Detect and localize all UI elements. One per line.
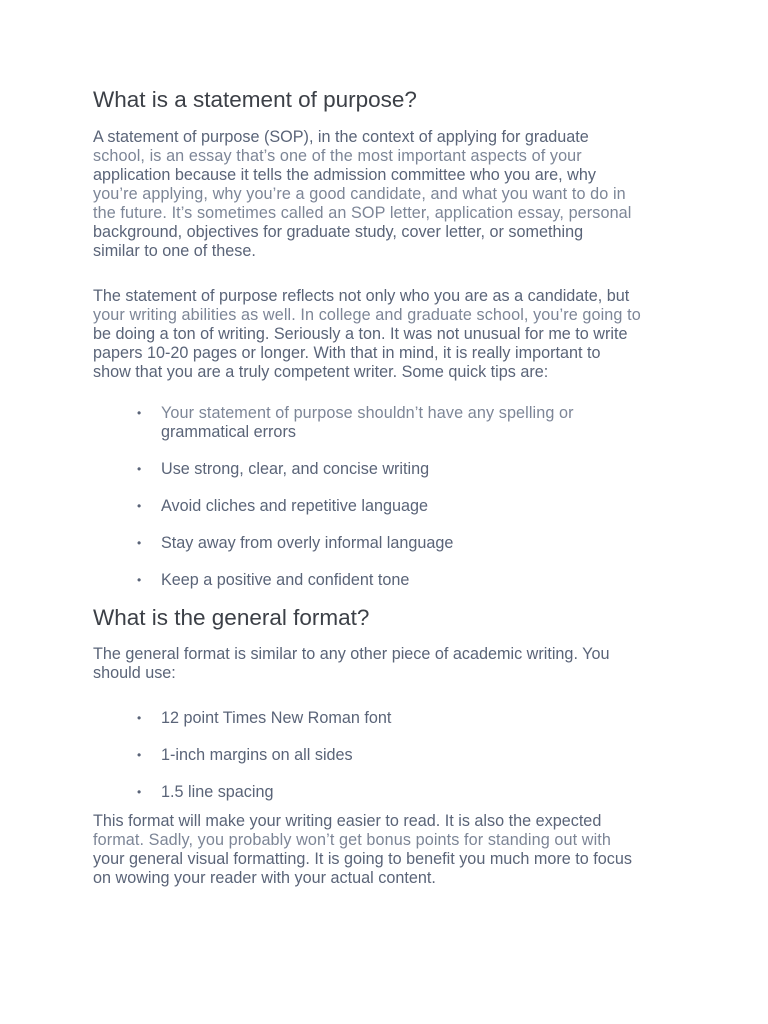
- text-line: similar to one of these.: [93, 242, 256, 260]
- text-line: This format will make your writing easier to read. It is also the expected: [93, 812, 602, 830]
- paragraph-sop-definition: [93, 128, 683, 261]
- list-item: [137, 709, 683, 728]
- text-line: should use:: [93, 664, 176, 682]
- document-page: [93, 86, 683, 888]
- text-line: your writing abilities as well. In college and graduate school, you’re going to: [93, 306, 641, 324]
- bullet-icon: •: [137, 462, 142, 476]
- text-line: on wowing your reader with your actual content.: [93, 869, 436, 887]
- bullet-icon: •: [137, 573, 142, 587]
- text-line: show that you are a truly competent writer. Some quick tips are:: [93, 363, 549, 381]
- list-item-text: Your statement of purpose shouldn’t have any spelling or: [161, 404, 574, 422]
- list-item: [137, 571, 683, 590]
- list-item-text: 1.5 line spacing: [161, 783, 274, 801]
- text-line: A statement of purpose (SOP), in the context of applying for graduate: [93, 128, 589, 146]
- list-item-text: grammatical errors: [161, 423, 296, 441]
- paragraph-writing-abilities: [93, 287, 683, 382]
- bullet-icon: •: [137, 711, 142, 725]
- bullet-icon: •: [137, 499, 142, 513]
- bullet-icon: •: [137, 406, 142, 420]
- list-item-text: Use strong, clear, and concise writing: [161, 460, 430, 478]
- paragraph-general-format: [93, 645, 683, 683]
- list-item: [137, 783, 683, 802]
- text-line: background, objectives for graduate study, cover letter, or something: [93, 223, 584, 241]
- bullet-icon: •: [137, 536, 142, 550]
- list-item: [137, 460, 683, 479]
- bullet-icon: •: [137, 748, 142, 762]
- section-heading-statement-of-purpose: What is a statement of purpose?: [93, 87, 417, 112]
- format-list: [93, 709, 683, 802]
- text-line: your general visual formatting. It is going to benefit you much more to focus: [93, 850, 632, 868]
- text-line: you’re applying, why you’re a good candidate, and what you want to do in: [93, 185, 626, 203]
- list-item: [137, 746, 683, 765]
- text-line: application because it tells the admission committee who you are, why: [93, 166, 596, 184]
- section-heading-general-format: What is the general format?: [93, 605, 370, 630]
- text-line: The statement of purpose reflects not only who you are as a candidate, but: [93, 287, 630, 305]
- bullet-icon: •: [137, 785, 142, 799]
- text-line: be doing a ton of writing. Seriously a ton. It was not unusual for me to write: [93, 325, 628, 343]
- text-line: The general format is similar to any other piece of academic writing. You: [93, 645, 610, 663]
- list-item-text: Stay away from overly informal language: [161, 534, 454, 552]
- paragraph-format-closing: [93, 812, 683, 888]
- list-item: [137, 534, 683, 553]
- tips-list: [93, 404, 683, 590]
- text-line: format. Sadly, you probably won’t get bonus points for standing out with: [93, 831, 611, 849]
- text-line: the future. It’s sometimes called an SOP letter, application essay, personal: [93, 204, 632, 222]
- list-item-text: 1-inch margins on all sides: [161, 746, 353, 764]
- list-item-text: Keep a positive and confident tone: [161, 571, 410, 589]
- list-item-text: Avoid cliches and repetitive language: [161, 497, 428, 515]
- list-item: [137, 404, 683, 442]
- text-line: school, is an essay that’s one of the most important aspects of your: [93, 147, 582, 165]
- list-item-text: 12 point Times New Roman font: [161, 709, 392, 727]
- text-line: papers 10-20 pages or longer. With that in mind, it is really important to: [93, 344, 601, 362]
- list-item: [137, 497, 683, 516]
